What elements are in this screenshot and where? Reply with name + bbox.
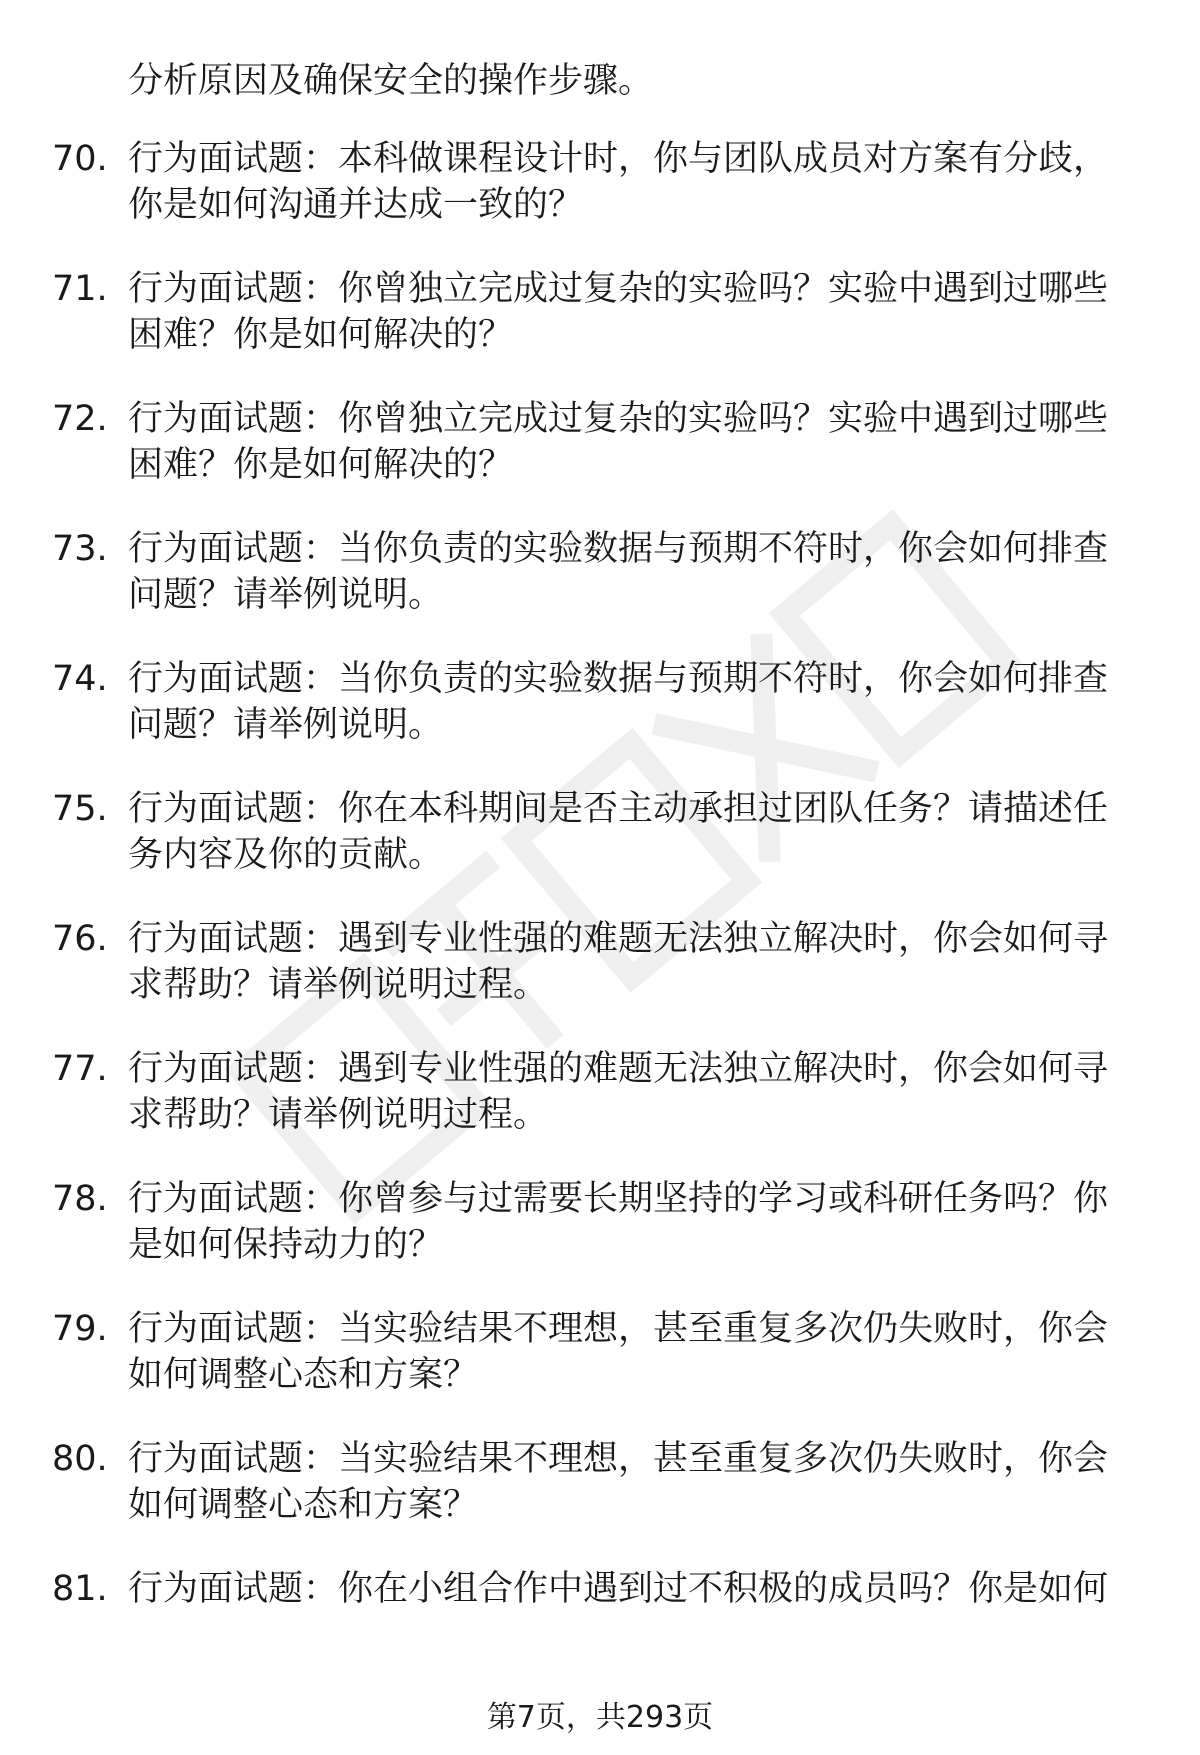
question-text-line: 行为面试题：当实验结果不理想，甚至重复多次仍失败时，你会 (128, 1439, 1109, 1479)
question-number: 75. (52, 789, 108, 829)
page-footer: 第7页，共293页 (486, 1700, 714, 1735)
question-number: 72. (52, 399, 108, 439)
question-text-line: 行为面试题：当你负责的实验数据与预期不符时，你会如何排查 (128, 529, 1109, 569)
question-number: 71. (52, 269, 108, 309)
question-number: 81. (52, 1569, 108, 1609)
question-number: 78. (52, 1179, 108, 1219)
question-text-line: 行为面试题：你在本科期间是否主动承担过团队任务？请描述任 (128, 789, 1109, 829)
question-number: 79. (52, 1309, 108, 1349)
question-text-line: 行为面试题：你在小组合作中遇到过不积极的成员吗？你是如何 (128, 1569, 1109, 1609)
question-number: 73. (52, 529, 108, 569)
question-text-line: 是如何保持动力的？ (128, 1225, 444, 1265)
continuation-text: 分析原因及确保安全的操作步骤。 (128, 61, 654, 101)
question-text-line: 行为面试题：本科做课程设计时，你与团队成员对方案有分歧， (128, 139, 1109, 179)
question-number: 74. (52, 659, 108, 699)
question-text-line: 行为面试题：你曾参与过需要长期坚持的学习或科研任务吗？你 (128, 1179, 1109, 1219)
question-text-line: 求帮助？请举例说明过程。 (128, 1095, 549, 1135)
question-text-line: 行为面试题：遇到专业性强的难题无法独立解决时，你会如何寻 (128, 919, 1109, 959)
question-text-line: 困难？你是如何解决的？ (128, 315, 514, 355)
question-text-line: 困难？你是如何解决的？ (128, 445, 514, 485)
question-text-line: 行为面试题：你曾独立完成过复杂的实验吗？实验中遇到过哪些 (128, 269, 1109, 309)
question-text-line: 如何调整心态和方案？ (128, 1485, 479, 1525)
question-text-line: 求帮助？请举例说明过程。 (128, 965, 549, 1005)
question-text-line: 行为面试题：当实验结果不理想，甚至重复多次仍失败时，你会 (128, 1309, 1109, 1349)
question-number: 80. (52, 1439, 108, 1479)
question-text-line: 行为面试题：当你负责的实验数据与预期不符时，你会如何排查 (128, 659, 1109, 699)
question-text-line: 行为面试题：你曾独立完成过复杂的实验吗？实验中遇到过哪些 (128, 399, 1109, 439)
question-text-line: 务内容及你的贡献。 (128, 835, 444, 875)
question-number: 77. (52, 1049, 108, 1089)
question-text-line: 问题？请举例说明。 (128, 705, 444, 745)
question-text-line: 行为面试题：遇到专业性强的难题无法独立解决时，你会如何寻 (128, 1049, 1109, 1089)
question-number: 70. (52, 139, 108, 179)
question-text-line: 问题？请举例说明。 (128, 575, 444, 615)
question-text-line: 你是如何沟通并达成一致的？ (128, 185, 584, 225)
question-text-line: 如何调整心态和方案？ (128, 1355, 479, 1395)
question-number: 76. (52, 919, 108, 959)
